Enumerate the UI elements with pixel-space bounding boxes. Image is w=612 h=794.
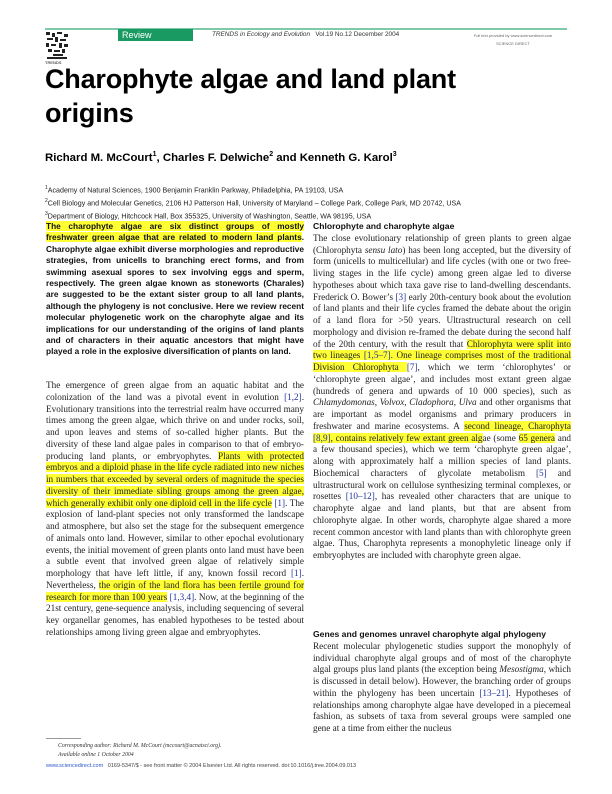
journal-citation [212, 31, 399, 38]
section-genes [313, 629, 571, 735]
highlighted-text: 65 genera [518, 432, 556, 443]
text-run: , [374, 397, 380, 408]
text-run: . Evolutionary transitions into the terrestrial realm have occurred many times among the green algae, which thrive on and under rocks, soil, and upon leaves and stems of so-called higher plants. But the diversity of these land algae pales in comparison to that of embryo-producing land plants, or embryophytes. [46, 391, 304, 461]
text-run: . The explosion of land-plant species not only transformed the landscape and atmosphere, but also set the stage for the subsequent emergence of animals onto land. However, similar to other epochal evolutionary events, the initial movement of green plants onto land must have been a subtle event that involved green algae of relatively simple morphology that have left little, if any, known fossil record [46, 497, 304, 578]
affiliation-text: Cell Biology and Molecular Genetics, 2106 HJ Patterson Hall, University of Maryland – College Park, College Park, MD 20742, USA [47, 199, 461, 208]
text-run: , [453, 397, 459, 408]
publisher-line-1: Full text provided by www.sciencedirect.com [473, 33, 553, 38]
journal-name: TRENDS in Ecology and Evolution [212, 31, 311, 38]
citation-link[interactable]: [5] [536, 467, 547, 478]
available-online: Available online 1 October 2004 [58, 751, 134, 758]
citation-link[interactable]: [7] [406, 362, 418, 373]
text-run: Volvox [379, 397, 405, 408]
citation-link[interactable]: [10–12] [345, 491, 375, 502]
sciencedirect-link[interactable]: www.sciencedirect.com [46, 763, 104, 769]
text-run: and a few thousand species), which we term ‘charophyte green algae’, along with approximately half a million species of land plants. Biochemical characters of glycolate metabolism [313, 432, 572, 478]
page-footer [46, 763, 356, 769]
author-affiliation-mark: 3 [392, 151, 397, 158]
corresponding-author: Corresponding author: Richard M. McCourt (mccourt@acnatsci.org). [58, 743, 222, 749]
highlighted-text: , contains relatively few extant green alg [330, 432, 483, 443]
journal-issue: Vol.19 No.12 December 2004 [315, 31, 400, 38]
highlighted-text: the origin of the land flora has been fertile ground for research for more than 100 years [46, 579, 304, 602]
author-name: Kenneth G. Karol [299, 151, 393, 164]
author-list [45, 151, 397, 164]
text-run: Ulva [458, 397, 477, 408]
footnote [58, 742, 221, 759]
citation-link[interactable]: [1] [290, 568, 302, 578]
intro-paragraph [46, 380, 304, 639]
text-run: The emergence of green algae from an aquatic habitat and the colonization of the land was a pivotal event in evolution [46, 380, 304, 402]
author-name: Richard M. McCourt [45, 151, 153, 164]
affiliation-line [45, 209, 461, 222]
affiliations [45, 183, 461, 222]
affiliation-mark: 3 [45, 210, 48, 217]
text-run: . Now, at the beginning of the 21st century, gene-sequence analysis, including sequencing of several key organellar genomes, has enabled hypotheses to be tested about relationships among living green algae and embryophytes. [46, 591, 304, 637]
citation-link[interactable]: [13–21] [479, 687, 509, 698]
author-separator: and [273, 151, 300, 164]
affiliation-text: Academy of Natural Sciences, 1900 Benjamin Franklin Parkway, Philadelphia, PA 19103, USA [47, 186, 344, 195]
citation-link[interactable]: [1,5–7] [363, 350, 391, 361]
publisher-line-2: SCIENCE DIRECT [496, 41, 530, 46]
text-run: . Hypotheses of relationships among charophyte algae have developed in a piecemeal fashion, as subsets of taxa from several groups were sampled one gene at a time from either the nucleus [313, 687, 571, 734]
affiliation-line [45, 183, 461, 196]
section-chlorophyte [313, 221, 571, 562]
highlighted-text: . One lineage comprises most of the traditional Division Chlorophyta [313, 350, 571, 373]
citation-link[interactable]: [8,9] [313, 432, 331, 443]
text-run: ae (some [482, 432, 519, 443]
text-run: . Nevertheless, [46, 568, 304, 590]
affiliation-mark: 2 [45, 197, 48, 204]
citation-link[interactable]: [3] [395, 291, 407, 302]
text-run: , [404, 397, 410, 408]
section-heading: Genes and genomes unravel charophyte algal phylogeny [313, 629, 547, 639]
text-run: Recent molecular phylogenetic studies support the monophyly of individual charophyte algal groups and of most of the charophyte algal groups plus land plants (the exception being [313, 640, 571, 675]
section-body [313, 233, 571, 562]
logo-text: TRENDS [45, 60, 62, 65]
text-run: and ultrastructural work on cellulose synthesizing terminal complexes, or rosettes [313, 467, 572, 502]
text-run: Cladophora [409, 397, 454, 408]
journal-logo-icon [45, 31, 71, 65]
footnote-rule [46, 738, 81, 739]
highlighted-text: second lineage, Charophyta [464, 420, 572, 431]
author-affiliation-mark: 2 [269, 151, 274, 158]
affiliation-line [45, 196, 461, 209]
section-label: Review [118, 29, 193, 41]
section-body [313, 641, 571, 735]
author-affiliation-mark: 1 [152, 151, 157, 158]
copyright-line: 0169-5347/$ - see front matter © 2004 Elsevier Ltd. All rights reserved. doi:10.1016/j.tree.2004.09.013 [107, 763, 357, 769]
text-run: Mesostigma [499, 664, 544, 675]
highlighted-text: The charophyte algae are six distinct groups of mostly freshwater green algae that are related to modern land plants [46, 221, 304, 243]
author-name: Charles F. Delwiche [162, 151, 270, 164]
affiliation-mark: 1 [45, 185, 48, 191]
text-run: Chlamydomonas [313, 397, 375, 408]
text-run: ) has been long accepted, but the diversity of form (unicells to multicellular) and life cycles (with one or two free-living stages in the life cycle) among green algae led to diverse hypotheses about which taxa gave rise to land-dwelling descendants. Frederick O. Bower’s [313, 244, 571, 302]
text-run: early 20th-century book about the evolution of land plants and their life cycles framed the debate about the origin of a land flora for >50 years. Ultrastructural research on cell morphology and division re-framed the debate during the second half of the 20th century, with the result that [313, 291, 571, 349]
affiliation-text: Department of Biology, Hitchcock Hall, Box 355325, University of Washington, Seattle, WA 98195, USA [47, 212, 372, 221]
text-run: , which is discussed in detail below). However, the branching order of groups within the phylogeny has been uncertain [313, 664, 571, 698]
highlighted-text: Plants with protected embryos and a diploid phase in the life cycle radiated into new niches in numbers that exceeded by several orders of magnitude the species diversity of their immediate sibling groups among the green algae, which generally exhibit only one diploid cell in the life cycle [46, 450, 304, 508]
section-heading: Chlorophyte and charophyte algae [313, 221, 455, 231]
abstract [46, 221, 304, 358]
article-title: Charophyte algae and land plant origins [45, 64, 456, 128]
text-run: , has revealed other characters that are unique to charophyte algae and land plants, but that are absent from chlorophyte algae. In other words, charophyte algae shared a more recent common ancestor with land plants than with chlorophyte green algae. Thus, Charophyta represents a monophyletic lineage only if embryophytes are included with charophyte green algae. [313, 491, 571, 561]
text-run: The close evolutionary relationship of green plants to green algae (Chlorophyta [313, 232, 571, 255]
citation-link[interactable]: [1,2] [284, 391, 302, 402]
text-run: and other organisms that are important as model organisms and primary producers in freshwater and marine ecosystems. A [313, 397, 571, 431]
citation-link[interactable]: [1] [274, 497, 286, 508]
citation-link[interactable]: [1,3,4] [169, 591, 195, 602]
text-run: sensu lato [364, 244, 403, 255]
text-run: , which we term ‘chlorophytes’ or ‘chlorophyte green algae’, and includes most extant green algae (hundreds of genera and upwards of 10 000 species), such as [313, 362, 571, 396]
publisher-logo [458, 32, 568, 48]
text-run: . Charophyte algae exhibit diverse morphologies and reproductive strategies, from unicells to branching erect forms, and from swimming asexual spores to sex involving eggs and sperm, respectively. The green algae known as stoneworts (Charales) are suggested to be the extant sister group to all land plants, although the phylogeny is not conclusive. Here we review recent molecular phylogenetic work on the charophyte algae and its implications for our understanding of the origins of land plants and of characters in their aquatic ancestors that might have played a role in the explosive diversification of plants on land. [46, 232, 304, 357]
author-separator: , [156, 151, 163, 164]
highlighted-text: Chlorophyta were split into two lineages [313, 338, 571, 361]
